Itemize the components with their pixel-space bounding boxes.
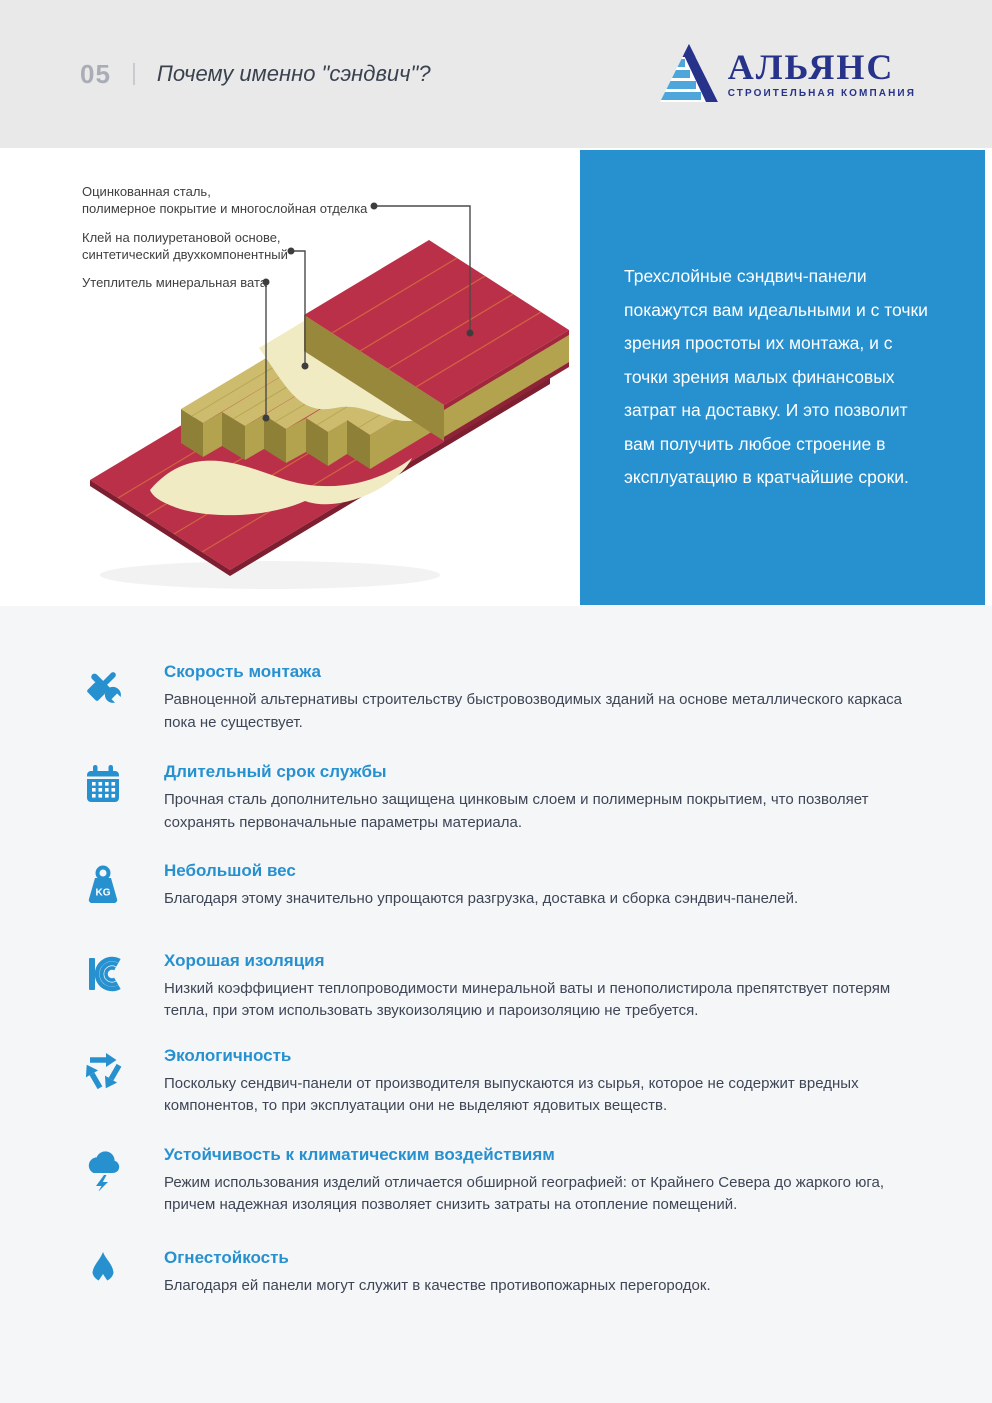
feature-body: Равноценной альтернативы строительству быстровозводимых зданий на основе металлического каркаса пока не существует. [164,691,903,731]
header-title-group [80,0,431,148]
feature-title: Хорошая изоляция [164,950,325,970]
weight-kg-label: KG [95,887,111,899]
logo-company-name: АЛЬЯНС [727,47,895,87]
page-number: 05 [80,58,111,89]
feature-title: Огнестойкость [164,1247,289,1267]
diagram-label-steel-line1: Оцинкованная сталь, [82,184,211,199]
feature-body: Благодаря этому значительно упрощаются разгрузка, доставка и сборка сэндвич-панелей. [164,890,799,907]
diagram-label-adhesive [82,229,288,263]
header-divider [133,63,135,85]
features-section [0,606,992,1403]
feature-title: Длительный срок службы [164,762,387,781]
feature-text-block [164,1248,711,1298]
diagram-label-steel-line2: полимерное покрытие и многослойная отделка [82,201,368,216]
logo-pyramid-icon [660,44,718,104]
company-logo [660,44,916,104]
diagram-label-wool-line1: Утеплитель минеральная вата [82,275,267,290]
insulation-icon [80,951,126,997]
feature-text-block [164,861,798,911]
feature-row-speed [0,662,992,734]
sandwich-panel-illustration [80,160,580,600]
fire-icon [80,1248,126,1294]
feature-title: Скорость монтажа [164,662,321,681]
page-title: Почему именно "сэндвич"? [156,61,431,86]
info-box [580,150,985,605]
feature-text-block [164,1145,924,1217]
info-box-text: Трехслойные сэндвич-панели покажутся вам идеальными и с точки зрения простоты их монтажа, и с точки зрения малых финансовых затрат на доставку. И это позволит вам получить любое строение в эксплуатацию в кратчайшие сроки. [624,265,928,488]
calendar-icon [80,762,126,808]
feature-row-fire [0,1248,992,1298]
weight-icon [80,861,126,907]
feature-title: Небольшой вес [164,861,296,880]
feature-body: Поскольку сендвич-панели от производителя выпускаются из сырья, которое не содержит вредных компонентов, то при эксплуатации они не выделяют ядовитых веществ. [164,1074,859,1114]
diagram-label-adhesive-line2: синтетический двухкомпонентный [82,247,288,262]
feature-row-weight [0,861,992,911]
feature-text-block [164,662,924,734]
page-header [0,0,992,148]
diagram-label-adhesive-line1: Клей на полиуретановой основе, [82,230,281,245]
feature-body: Прочная сталь дополнительно защищена цинковым слоем и полимерным покрытием, что позволяет сохранять первоначальные параметры материала. [164,791,869,831]
recycle-icon [80,1046,126,1092]
feature-title: Устойчивость к климатическим воздействиям [164,1144,555,1164]
logo-text [728,49,916,99]
feature-body: Режим использования изделий отличается обширной географией: от Крайнего Севера до жаркого юга, причем надежная изоляция позволяет снизить затраты на отопление помещений. [164,1173,885,1213]
feature-body: Благодаря ей панели могут служит в качестве противопожарных перегородок. [164,1276,711,1294]
storm-icon [80,1145,126,1191]
feature-row-lifetime [0,762,992,834]
logo-tagline: СТРОИТЕЛЬНАЯ КОМПАНИЯ [727,88,916,99]
feature-text-block [164,951,924,1023]
diagram-label-wool [82,274,267,291]
feature-body: Низкий коэффициент теплопроводимости минеральной ваты и пенополистирола препятствует потерям тепла, при этом использовать звукоизоляцию и пароизоляцию не требуется. [164,979,891,1019]
feature-row-climate [0,1145,992,1217]
feature-title: Экологичность [164,1045,292,1065]
diagram-section [0,148,992,606]
feature-row-insulation [0,951,992,1023]
feature-text-block [164,762,924,834]
diagram-label-steel [82,183,367,217]
feature-text-block [164,1046,924,1118]
feature-row-eco [0,1046,992,1118]
tools-icon [80,662,126,708]
